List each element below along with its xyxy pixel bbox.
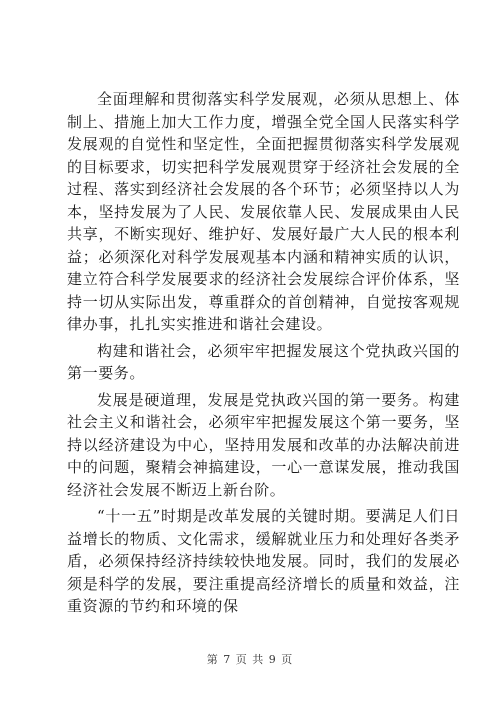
paragraph-3: 发展是硬道理，发展是党执政兴国的第一要务。构建社会主义和谐社会，必须牢牢把握发展这个第一要务，坚持以经济建设为中心，坚持用发展和改革的办法解决前进中的问题，聚精会神搞建设，一心一意谋发展，推动我国经济社会发展不断迈上新台阶。 [67, 390, 460, 499]
paragraph-1: 全面理解和贯彻落实科学发展观，必须从思想上、体制上、措施上加大工作力度，增强全党全国人民落实科学发展观的自觉性和坚定性，全面把握贯彻落实科学发展观的目标要求，切实把科学发展观贯穿于经济社会发展的全过程、落实到经济社会发展的各个环节；必须坚持以人为本，坚持发展为了人民、发展依靠人民、发展成果由人民共享，不断实现好、维护好、发展好最广大人民的根本利益；必须深化对科学发展观基本内涵和精神实质的认识，建立符合科学发展要求的经济社会发展综合评价体系，坚持一切从实际出发，尊重群众的首创精神，自觉按客观规律办事，扎扎实实推进和谐社会建设。 [67, 90, 460, 333]
document-body [67, 88, 460, 622]
page-number-footer: 第 7 页 共 9 页 [206, 653, 294, 666]
paragraph-2: 构建和谐社会，必须牢牢把握发展这个党执政兴国的第一要务。 [67, 341, 460, 382]
paragraph-4: “十一五”时期是改革发展的关键时期。要满足人们日益增长的物质、文化需求，缓解就业压力和处理好各类矛盾，必须保持经济持续较快地发展。同时，我们的发展必须是科学的发展，要注重提高经济增长的质量和效益，注重资源的节约和环境的保 [67, 507, 460, 615]
